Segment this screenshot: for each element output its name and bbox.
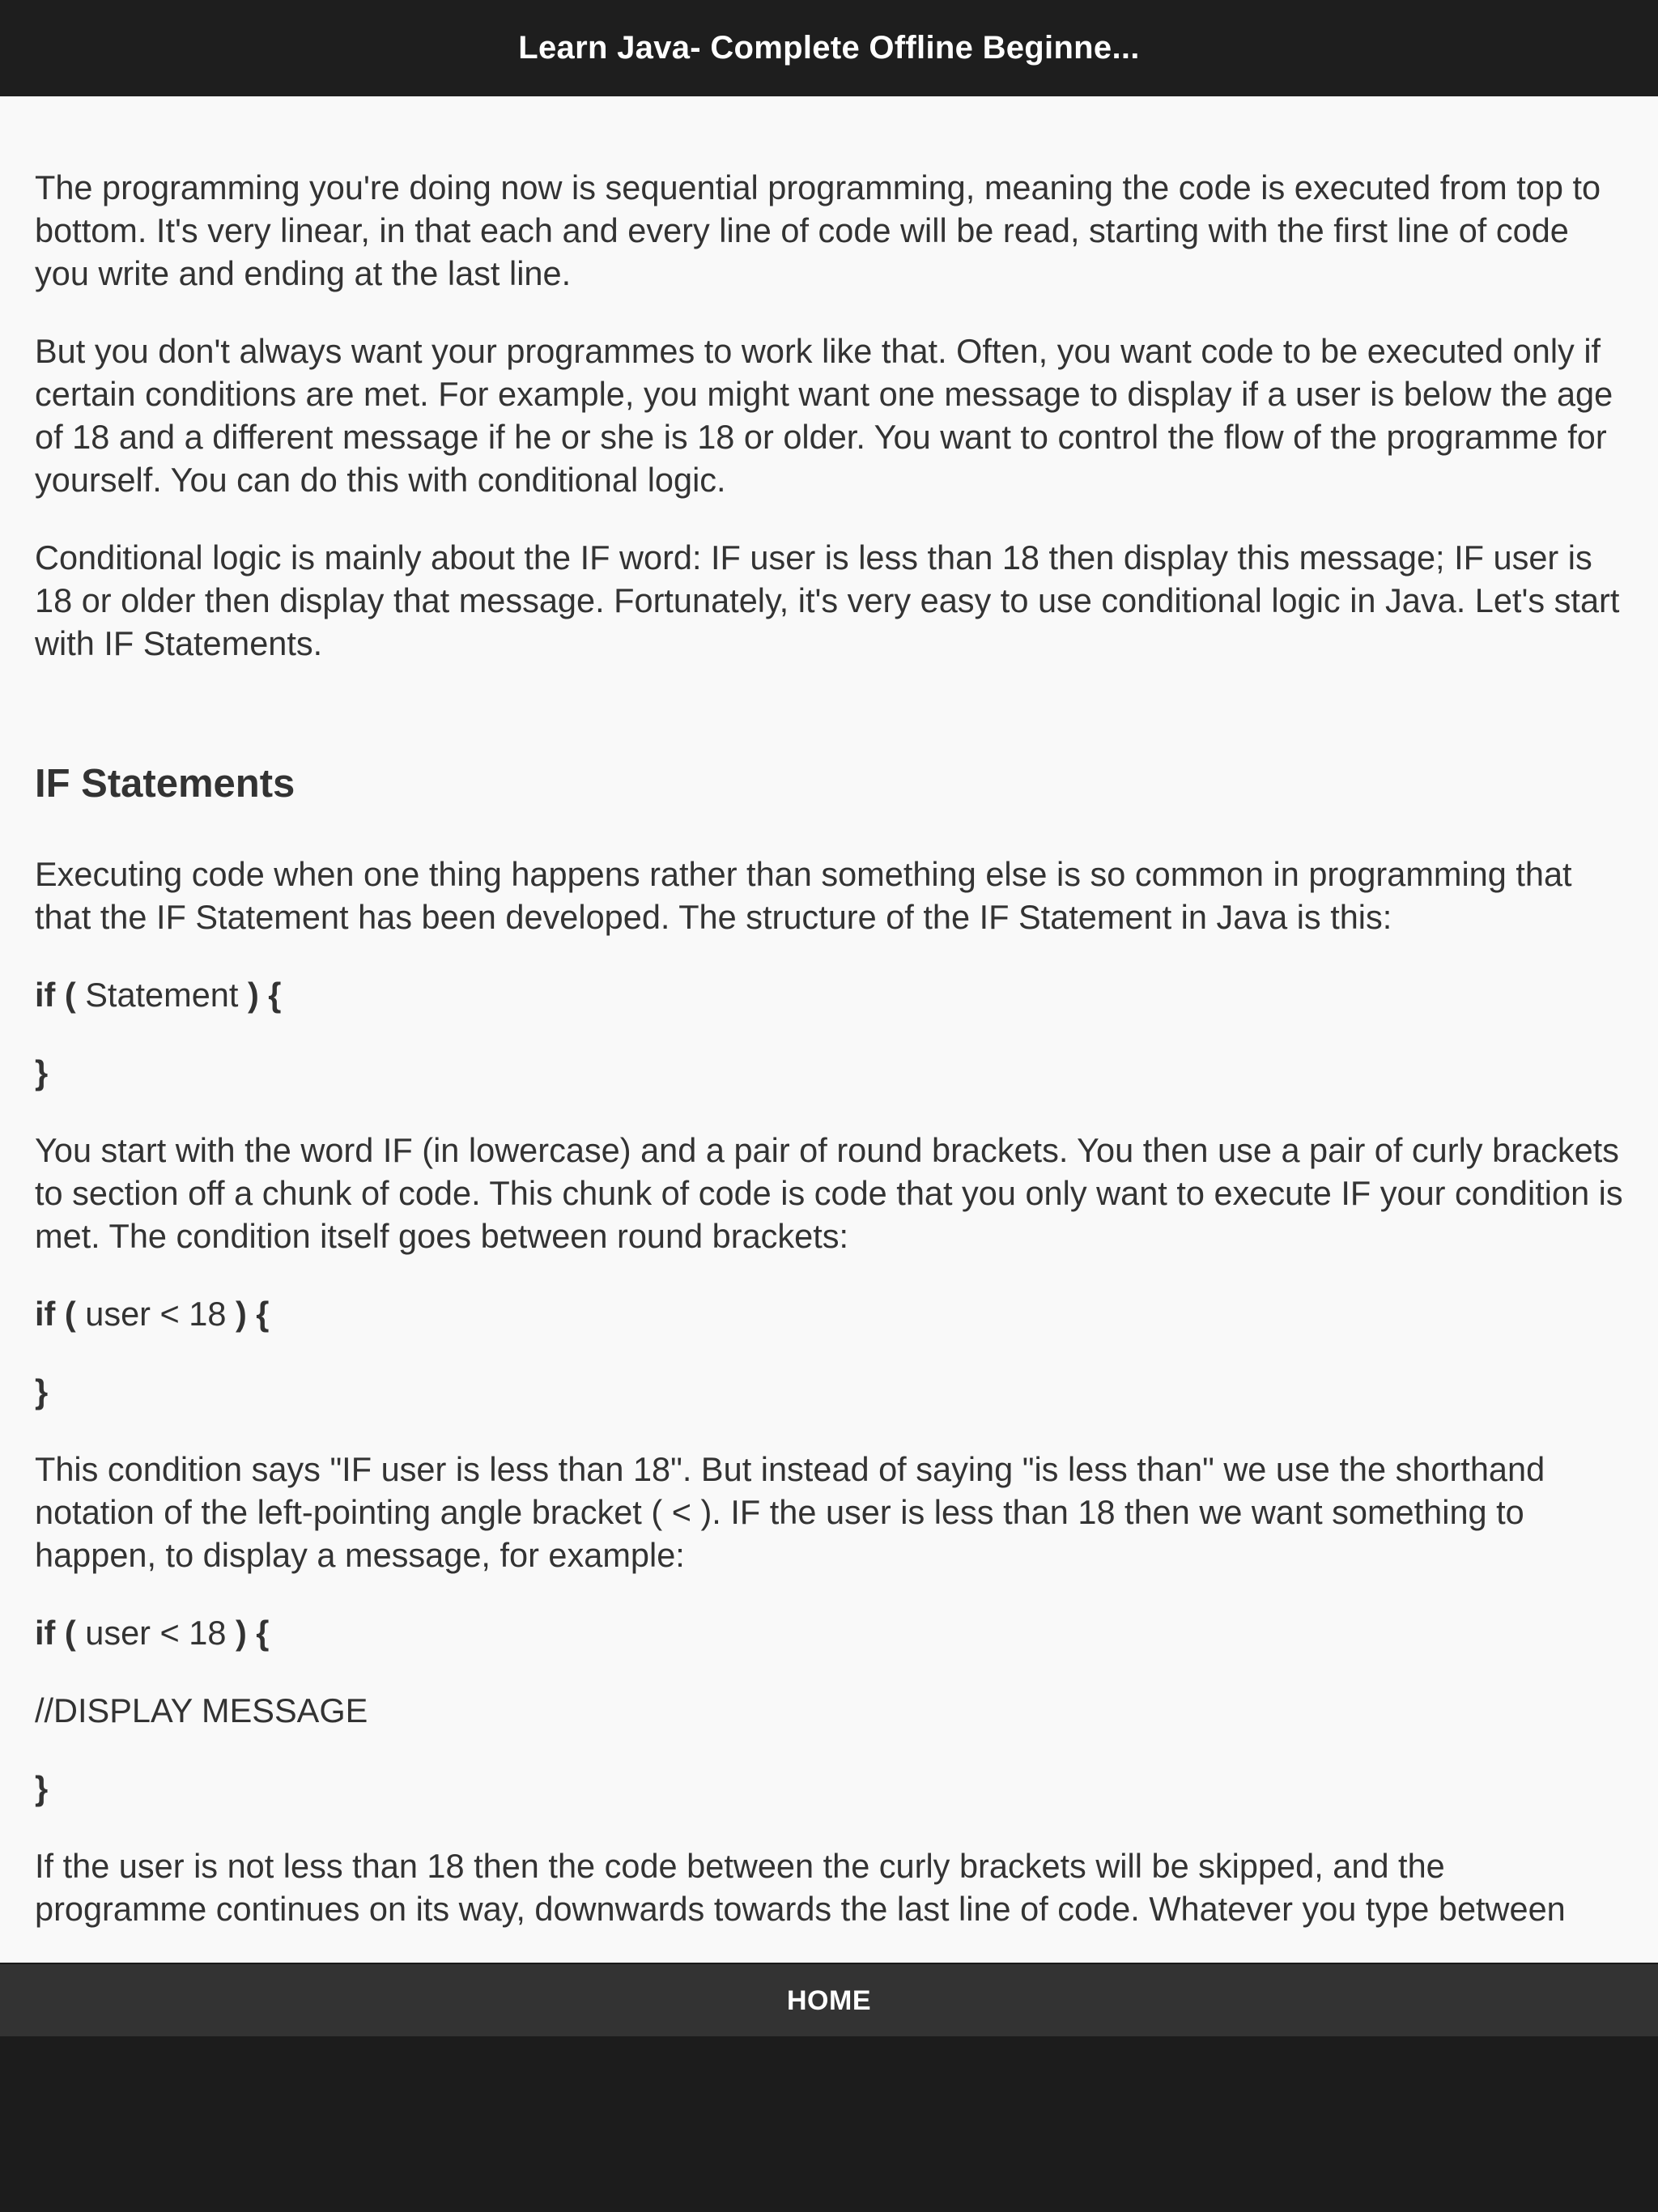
code-brace-close: }	[35, 1372, 49, 1410]
paragraph-brackets: You start with the word IF (in lowercase) and a pair of round brackets. You then use a pair of curly brackets to section off a chunk of code. This chunk of code is code that you only want to execute IF your condition is met. The condition itself goes between round brackets:	[35, 1131, 1623, 1255]
article-scroll-area[interactable]	[0, 96, 1658, 1963]
title-bar	[0, 0, 1658, 97]
code-brace-close: }	[35, 1053, 49, 1091]
page-title: Learn Java- Complete Offline Beginne...	[518, 30, 1140, 66]
paragraph-sequential: The programming you're doing now is sequential programming, meaning the code is executed from top to bottom. It's very linear, in that each and every line of code will be read, starting with the first line of code you write and ending at the last line.	[35, 168, 1601, 292]
bottom-nav-bar	[0, 1963, 1658, 2038]
code-comment: //DISPLAY MESSAGE	[35, 1691, 368, 1729]
article-body	[0, 96, 1658, 1930]
code-keyword-if: if (	[35, 976, 76, 1014]
paragraph-conditional-logic: Conditional logic is mainly about the IF word: IF user is less than 18 then display this message; IF user is 18 or older then display that message. Fortunately, it's very easy to use conditional logic in Java. Let's start with IF Statements.	[35, 538, 1620, 662]
code-brace-open: ) {	[235, 1295, 270, 1333]
code-keyword-if: if (	[35, 1614, 76, 1652]
paragraph-condition-meaning: This condition says "IF user is less than 18". But instead of saying "is less than" we use the shorthand notation of the left-pointing angle bracket ( < ). IF the user is less than 18 then we want something to happen, to display a message, for example:	[35, 1450, 1545, 1574]
footer-background	[0, 2036, 1658, 2212]
section-heading: IF Statements	[35, 762, 295, 806]
home-button[interactable]: HOME	[787, 1985, 871, 2016]
paragraph-if-structure: Executing code when one thing happens rather than something else is so common in programming that that the IF Statement has been developed. The structure of the IF Statement in Java is this:	[35, 855, 1572, 936]
code-brace-open: ) {	[247, 976, 282, 1014]
code-condition: Statement	[75, 976, 248, 1014]
paragraph-conditions: But you don't always want your programmes to work like that. Often, you want code to be executed only if certain conditions are met. For example, you might want one message to display if a user is below the age of 18 and a different message if he or she is 18 or older. You want to control the flow of the programme for yourself. You can do this with conditional logic.	[35, 332, 1613, 499]
code-brace-close: }	[35, 1769, 49, 1807]
code-keyword-if: if (	[35, 1295, 76, 1333]
code-line-if-statement	[35, 973, 1623, 1016]
paragraph-skipped: If the user is not less than 18 then the code between the curly brackets will be skipped, and the programme continues on its way, downwards towards the last line of code. Whatever you type between	[35, 1847, 1566, 1928]
code-condition: user < 18	[75, 1295, 236, 1333]
code-line-if-user	[35, 1292, 1623, 1335]
code-condition: user < 18	[75, 1614, 236, 1652]
code-line-if-user-display	[35, 1611, 1623, 1654]
code-brace-open: ) {	[235, 1614, 270, 1652]
